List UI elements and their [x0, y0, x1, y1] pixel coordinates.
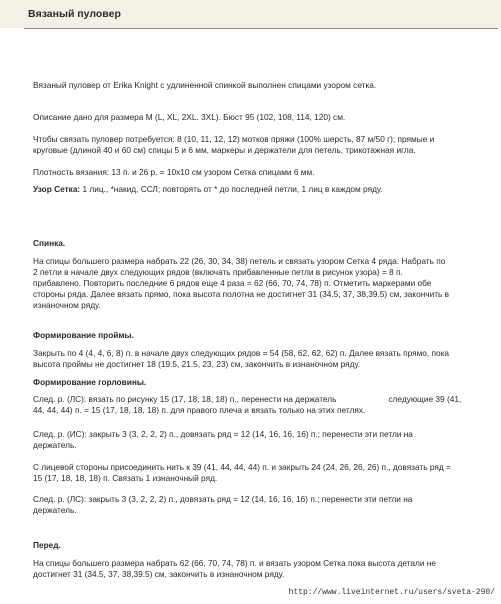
section-heading-neck: Формирование горловины. — [33, 377, 147, 387]
intro-materials — [33, 134, 473, 156]
text-line: Вязаный пуловер от Erika Knight с удлиненной спинкой выполнен спицами узором сетка. — [33, 80, 377, 90]
text-line: стороны ряда. Далее вязать прямо, пока высота полотна не достигнет 31 (34.5, 37, 38,39.5) см, закончить в — [33, 289, 450, 299]
text-line: достигнет 31 (34.5, 37, 38,39.5) см, закончить в изнаночном ряду. — [33, 569, 285, 579]
neck-paragraph-4 — [33, 494, 473, 516]
text-line — [33, 394, 473, 405]
text-line: держатель. — [33, 505, 77, 515]
text-line: На спицы большего размера набрать 62 (66, 70, 74, 78) п. и вязать узором Сетка пока высота детали не — [33, 558, 436, 568]
text-line: Плотность вязания: 13 п. и 26 р. = 10х10 см узором Сетка спицами 6 мм. — [33, 167, 315, 177]
neck-row1-end: следующие 39 (41, — [388, 394, 462, 404]
neck-paragraph-3 — [33, 462, 473, 484]
text-line — [33, 184, 473, 195]
armhole-paragraph — [33, 348, 473, 370]
back-paragraph — [33, 256, 473, 311]
text-line: изнаночном ряду. — [33, 300, 101, 310]
section-heading-armhole: Формирование проймы. — [33, 330, 134, 340]
neck-paragraph-2 — [33, 429, 473, 451]
text-line: Закрыть по 4 (4, 4, 6, 8) п. в начале двух следующих рядов = 54 (58, 62, 62, 62) п. Далее вязать прямо, пока — [33, 348, 450, 358]
title-divider — [24, 28, 498, 29]
text-line: держатель. — [33, 440, 77, 450]
text-line: 15 (17, 18, 18, 18) п. Связать 1 изнаночный ряд. — [33, 473, 218, 483]
text-line: высота проймы не достигнет 18 (19.5, 21.5, 23, 23) см, закончить в изнаночном ряду. — [33, 359, 361, 369]
intro-description — [33, 80, 473, 91]
pattern-text: 1 лиц., *накид, ССЛ; повторять от * до последней петли, 1 лиц в каждом ряду. — [80, 184, 383, 194]
section-heading-front: Перед. — [33, 540, 61, 550]
section-heading-back: Спинка. — [33, 238, 66, 248]
pattern-label: Узор Сетка: — [33, 184, 81, 194]
text-line: Описание дано для размера M (L, XL, 2XL. 3XL). Бюст 95 (102, 108, 114, 120) см. — [33, 112, 346, 122]
front-paragraph — [33, 558, 473, 580]
intro-sizes — [33, 112, 473, 123]
page-title: Вязаный пуловер — [28, 8, 121, 20]
text-line: круговые (длиной 40 и 60 см) спицы 5 и 6 мм, маркеры и держатели для петель, трикотажная игла. — [33, 145, 416, 155]
intro-gauge — [33, 167, 473, 178]
neck-row1-start: След. р. (ЛС): вязать по рисунку 15 (17, 18, 18, 18) п., перенести на держатель — [33, 394, 337, 404]
watermark-url: http://www.liveinternet.ru/users/sveta-290/ — [288, 588, 495, 597]
text-line: С лицевой стороны присоединить нить к 39 (41, 44, 44, 44) п. и закрыть 24 (24, 26, 26, 26) п., довязать ряд = — [33, 462, 451, 472]
pattern-description — [33, 184, 473, 195]
text-line: На спицы большего размера набрать 22 (26, 30, 34, 38) петель и связать узором Сетка 4 ряда. Набрать по — [33, 256, 446, 266]
text-line: прибавлено. Повторить последние 6 рядов еще 4 раза = 62 (66, 70, 74, 78) п. Отметить маркерами обе — [33, 278, 432, 288]
text-line: 44, 44, 44) п. = 15 (17, 18, 18, 18) п. для правого плеча и вязать только на этих петлях. — [33, 405, 366, 415]
text-line: 2 петли в начале двух следующих рядов (включать прибавленные петли в рисунок узора) = 8 п. — [33, 267, 403, 277]
text-line: Чтобы связать пуловер потребуется: 8 (10, 11, 12, 12) мотков пряжи (100% шерсть, 87 м/50 г); прямые и — [33, 134, 435, 144]
neck-paragraph-1 — [33, 394, 473, 416]
text-line: След. р. (ИС): закрыть 3 (3, 2, 2, 2) п., довязать ряд = 12 (14, 16, 16, 16) п.; перенести эти петли на — [33, 429, 413, 439]
text-line: След. р. (ЛС): закрыть 3 (3, 2, 2, 2) п., довязать ряд = 12 (14, 16, 16, 16) п.; перенести эти петли на — [33, 494, 413, 504]
